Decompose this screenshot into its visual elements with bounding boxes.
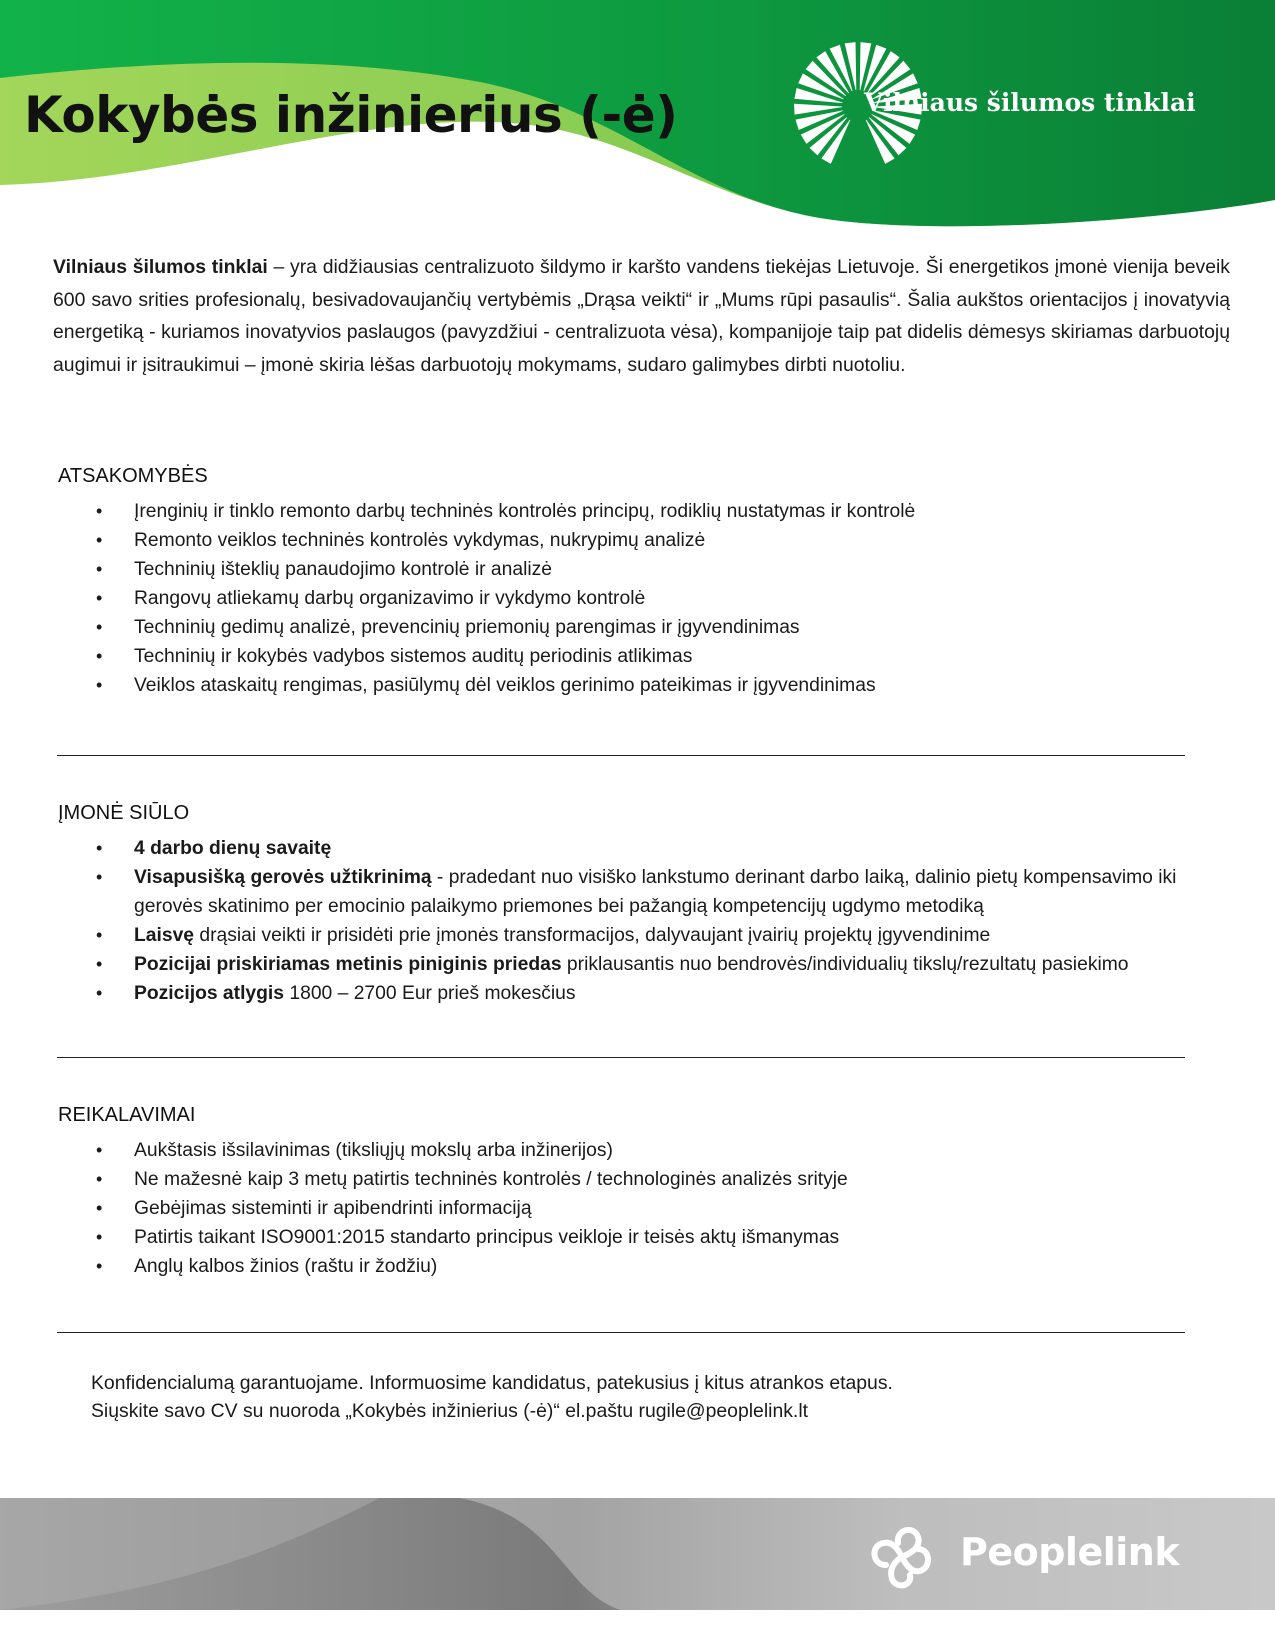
list-item: • Pozicijos atlygis 1800 – 2700 Eur prieš mokesčius xyxy=(58,979,1248,1008)
list-item: • Įrenginių ir tinklo remonto darbų techninės kontrolės principų, rodiklių nustatymas ir kontrolė xyxy=(58,497,1248,526)
list-item: • Visapusišką gerovės užtikrinimą - pradedant nuo visiško lankstumo derinant darbo laiką, dalinio pietų kompensavimo iki gerovės skatinimo per emocinio palaikymo priemones bei pažangią kompetencijų ugdymo metodiką xyxy=(58,863,1248,921)
section-divider xyxy=(57,755,1185,756)
bullet-icon: • xyxy=(96,617,103,637)
list-item: • Techninių gedimų analizė, prevencinių priemonių parengimas ir įgyvendinimas xyxy=(58,613,1248,642)
bullet-icon: • xyxy=(96,1198,103,1218)
bullet-icon: • xyxy=(96,954,103,974)
responsibilities-section xyxy=(58,462,1248,700)
section-divider xyxy=(57,1332,1185,1333)
bullet-icon: • xyxy=(96,1227,103,1247)
list-item: • Veiklos ataskaitų rengimas, pasiūlymų dėl veiklos gerinimo pateikimas ir įgyvendinimas xyxy=(58,671,1248,700)
bullet-icon: • xyxy=(96,646,103,666)
list-item: • Techninių išteklių panaudojimo kontrolė ir analizė xyxy=(58,555,1248,584)
list-item: • Ne mažesnė kaip 3 metų patirtis techninės kontrolės / technologinės analizės srityje xyxy=(58,1165,1248,1194)
responsibilities-heading: ATSAKOMYBĖS xyxy=(58,465,208,487)
sunburst-ray xyxy=(845,42,857,90)
closing-note xyxy=(91,1369,893,1425)
bullet-icon: • xyxy=(96,675,103,695)
company-name: Vilniaus šilumos tinklai xyxy=(53,256,268,278)
list-item: • 4 darbo dienų savaitę xyxy=(58,834,1248,863)
peoplelink-knot-icon xyxy=(866,1521,938,1593)
offer-list xyxy=(58,834,1248,1008)
peoplelink-logo-text: Peoplelink xyxy=(960,1530,1180,1574)
requirements-list xyxy=(58,1136,1248,1281)
bullet-icon: • xyxy=(96,1256,103,1276)
application-instructions: Siųskite savo CV su nuoroda „Kokybės inžinierius (-ė)“ el.paštu rugile@peoplelink.lt xyxy=(91,1400,809,1422)
bullet-icon: • xyxy=(96,983,103,1003)
offer-heading: ĮMONĖ SIŪLO xyxy=(58,802,190,824)
bullet-icon: • xyxy=(96,530,103,550)
requirements-heading: REIKALAVIMAI xyxy=(58,1104,196,1126)
sunburst-ray xyxy=(860,42,872,90)
list-item: • Techninių ir kokybės vadybos sistemos auditų periodinis atlikimas xyxy=(58,642,1248,671)
list-item: • Gebėjimas sisteminti ir apibendrinti informaciją xyxy=(58,1194,1248,1223)
bullet-icon: • xyxy=(96,501,103,521)
bullet-icon: • xyxy=(96,1169,103,1189)
offer-section xyxy=(58,799,1248,1008)
list-item: • Aukštasis išsilavinimas (tiksliųjų mokslų arba inžinerijos) xyxy=(58,1136,1248,1165)
bullet-icon: • xyxy=(96,867,103,887)
bullet-icon: • xyxy=(96,588,103,608)
confidentiality-text: Konfidencialumą garantuojame. Informuosime kandidatus, patekusius į kitus atrankos etapus. xyxy=(91,1372,893,1394)
bullet-icon: • xyxy=(96,1140,103,1160)
responsibilities-list xyxy=(58,497,1248,700)
requirements-section xyxy=(58,1101,1248,1281)
bullet-icon: • xyxy=(96,925,103,945)
company-intro xyxy=(53,251,1230,382)
job-title: Kokybės inžinierius (-ė) xyxy=(24,86,678,144)
list-item: • Anglų kalbos žinios (raštu ir žodžiu) xyxy=(58,1252,1248,1281)
intro-text: – yra didžiausias centralizuoto šildymo ir karšto vandens tiekėjas Lietuvoje. Ši energetikos įmonė vienija beveik 600 savo srities profesionalų, besivadovaujančių vertybėmis „Drąsa veikti“ ir „Mums rūpi pasaulis“. Šalia aukštos orientacijos į inovatyvią energetiką - kuriamos inovatyvios paslaugos (pavyzdžiui - centralizuota vėsa), kompanijoje taip pat didelis dėmesys skiriamas darbuotojų augimui ir įsitraukimui – įmonė skiria lėšas darbuotojų mokymams, sudaro galimybes dirbti nuotoliu. xyxy=(53,256,1231,377)
company-logo-text: Vilniaus šilumos tinklai xyxy=(864,88,1196,117)
list-item: • Remonto veiklos techninės kontrolės vykdymas, nukrypimų analizė xyxy=(58,526,1248,555)
list-item: • Patirtis taikant ISO9001:2015 standarto principus veikloje ir teisės aktų išmanymas xyxy=(58,1223,1248,1252)
list-item: • Pozicijai priskiriamas metinis piniginis priedas priklausantis nuo bendrovės/individualių tikslų/rezultatų pasiekimo xyxy=(58,950,1248,979)
bullet-icon: • xyxy=(96,838,103,858)
list-item: • Rangovų atliekamų darbų organizavimo ir vykdymo kontrolė xyxy=(58,584,1248,613)
list-item: • Laisvę drąsiai veikti ir prisidėti prie įmonės transformacijos, dalyvaujant įvairių projektų įgyvendinime xyxy=(58,921,1248,950)
bullet-icon: • xyxy=(96,559,103,579)
section-divider xyxy=(57,1057,1185,1058)
